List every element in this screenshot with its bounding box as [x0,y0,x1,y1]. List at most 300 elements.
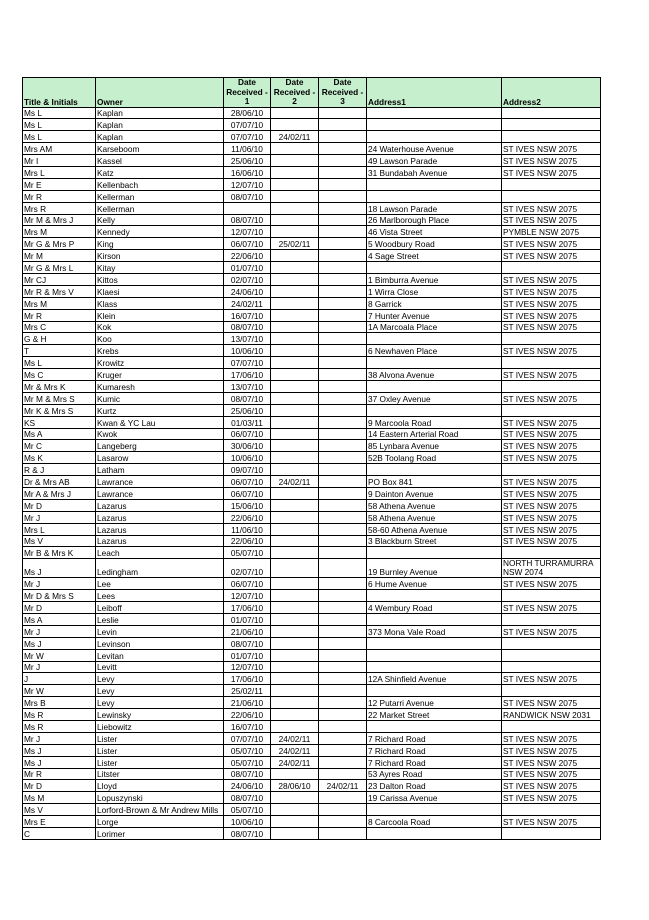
title-cell: Mr M & Mrs S [23,392,96,404]
date2-cell [271,416,319,428]
address2-cell [502,119,601,131]
address1-cell [367,190,502,202]
owner-cell: Lasarow [96,452,224,464]
title-cell: Mr W [23,649,96,661]
title-cell: Mr G & Mrs P [23,238,96,250]
title-cell: Mrs L [23,166,96,178]
date2-cell [271,590,319,602]
date2-cell: 24/02/11 [271,131,319,143]
date3-cell [319,345,367,357]
owner-cell: Lee [96,578,224,590]
table-row [23,202,601,214]
date3-cell [319,392,367,404]
title-cell: Ms M [23,792,96,804]
address1-cell: 37 Oxley Avenue [367,392,502,404]
owner-cell: Levinson [96,637,224,649]
owner-cell: Lees [96,590,224,602]
table-row [23,804,601,816]
table-row [23,380,601,392]
address1-cell: PO Box 841 [367,476,502,488]
date2-cell [271,768,319,780]
owner-cell: Kittos [96,273,224,285]
date2-cell [271,697,319,709]
address1-cell [367,357,502,369]
owner-cell: Langeberg [96,440,224,452]
address1-cell: 9 Marcoola Road [367,416,502,428]
table-row [23,476,601,488]
date1-cell: 22/06/10 [224,709,271,721]
address1-cell: 19 Burnley Avenue [367,559,502,578]
date2-cell: 25/02/11 [271,238,319,250]
date3-cell [319,709,367,721]
owner-cell: Lawrance [96,476,224,488]
title-cell: R & J [23,464,96,476]
title-cell: Ms K [23,452,96,464]
date3-cell [319,369,367,381]
address1-cell [367,804,502,816]
date3-cell: 24/02/11 [319,780,367,792]
table-row [23,697,601,709]
date1-cell: 07/07/10 [224,131,271,143]
date2-cell [271,637,319,649]
date2-cell [271,226,319,238]
table-row [23,511,601,523]
date3-cell [319,166,367,178]
date2-cell: 24/02/11 [271,744,319,756]
address2-cell [502,190,601,202]
table-row [23,273,601,285]
title-cell: Ms R [23,721,96,733]
title-cell: Mr D [23,499,96,511]
table-row [23,464,601,476]
table-row [23,649,601,661]
address2-cell: PYMBLE NSW 2075 [502,226,601,238]
address2-cell [502,131,601,143]
date1-cell: 08/07/10 [224,214,271,226]
address1-cell [367,380,502,392]
date2-cell [271,721,319,733]
owner-cell: Kumic [96,392,224,404]
date1-cell: 01/07/10 [224,262,271,274]
address2-cell: ST IVES NSW 2075 [502,697,601,709]
table-row [23,131,601,143]
address1-cell: 7 Hunter Avenue [367,309,502,321]
title-cell: Dr & Mrs AB [23,476,96,488]
date2-cell [271,214,319,226]
owner-cell: Lewinsky [96,709,224,721]
date1-cell: 10/06/10 [224,816,271,828]
table-row [23,602,601,614]
date2-cell [271,369,319,381]
date2-cell [271,273,319,285]
owner-cell: Lister [96,732,224,744]
title-cell: Ms J [23,559,96,578]
address1-cell: 8 Carcoola Road [367,816,502,828]
date1-cell: 05/07/10 [224,744,271,756]
date2-cell [271,250,319,262]
header-date-received-3: Date Received - 3 [319,78,367,108]
table-row [23,780,601,792]
address2-cell [502,178,601,190]
address2-cell: ST IVES NSW 2075 [502,321,601,333]
owner-cell: Krebs [96,345,224,357]
date1-cell: 08/07/10 [224,768,271,780]
address1-cell: 58 Athena Avenue [367,511,502,523]
date2-cell [271,816,319,828]
date3-cell [319,614,367,626]
date2-cell [271,559,319,578]
date1-cell: 08/07/10 [224,190,271,202]
date1-cell: 10/06/10 [224,345,271,357]
date1-cell: 24/06/10 [224,780,271,792]
owner-cell: Lopuszynski [96,792,224,804]
address1-cell: 31 Bundabah Avenue [367,166,502,178]
address2-cell: RANDWICK NSW 2031 [502,709,601,721]
date2-cell [271,166,319,178]
owner-cell: Levitan [96,649,224,661]
date1-cell: 08/07/10 [224,637,271,649]
date3-cell [319,238,367,250]
date1-cell: 05/07/10 [224,547,271,559]
date2-cell [271,625,319,637]
date3-cell [319,155,367,167]
date2-cell [271,440,319,452]
header-address2: Address2 [502,78,601,108]
owner-cell: Lazarus [96,511,224,523]
owner-cell: Latham [96,464,224,476]
date2-cell [271,202,319,214]
address1-cell: 18 Lawson Parade [367,202,502,214]
header-title-initials: Title & Initials [23,78,96,108]
address2-cell: ST IVES NSW 2075 [502,273,601,285]
table-row [23,535,601,547]
address1-cell: 58-60 Athena Avenue [367,523,502,535]
date2-cell [271,661,319,673]
title-cell: Mr D & Mrs S [23,590,96,602]
table-row [23,499,601,511]
address1-cell: 24 Waterhouse Avenue [367,143,502,155]
title-cell: Ms L [23,131,96,143]
date2-cell [271,452,319,464]
owner-cell: Kellerman [96,190,224,202]
date1-cell: 08/07/10 [224,828,271,840]
owner-cell: Kirson [96,250,224,262]
title-cell: C [23,828,96,840]
address1-cell [367,721,502,733]
date3-cell [319,452,367,464]
date2-cell [271,535,319,547]
date2-cell [271,392,319,404]
owner-cell: Litster [96,768,224,780]
date1-cell: 16/07/10 [224,721,271,733]
table-row [23,285,601,297]
table-row [23,547,601,559]
date3-cell [319,178,367,190]
date1-cell: 02/07/10 [224,559,271,578]
address1-cell [367,262,502,274]
date1-cell: 12/07/10 [224,178,271,190]
table-row [23,428,601,440]
header-date-received-1: Date Received - 1 [224,78,271,108]
owner-cell: Lister [96,756,224,768]
title-cell: Ms A [23,428,96,440]
date2-cell [271,155,319,167]
address1-cell: 46 Vista Street [367,226,502,238]
date3-cell [319,816,367,828]
table-row [23,590,601,602]
address1-cell [367,614,502,626]
address1-cell: 4 Sage Street [367,250,502,262]
date1-cell: 24/06/10 [224,285,271,297]
address2-cell: ST IVES NSW 2075 [502,452,601,464]
title-cell: Ms C [23,369,96,381]
title-cell: Ms R [23,709,96,721]
title-cell: Mr R & Mrs V [23,285,96,297]
title-cell: Ms A [23,614,96,626]
address1-cell [367,107,502,119]
address1-cell: 58 Athena Avenue [367,499,502,511]
date2-cell [271,380,319,392]
address2-cell [502,262,601,274]
address2-cell: ST IVES NSW 2075 [502,523,601,535]
title-cell: Mr R [23,190,96,202]
address2-cell: ST IVES NSW 2075 [502,488,601,500]
address2-cell: ST IVES NSW 2075 [502,756,601,768]
address2-cell [502,721,601,733]
date1-cell: 11/06/10 [224,523,271,535]
address2-cell: ST IVES NSW 2075 [502,511,601,523]
table-row [23,226,601,238]
date2-cell [271,428,319,440]
table-row [23,637,601,649]
title-cell: Mr J [23,578,96,590]
table-row [23,143,601,155]
date3-cell [319,404,367,416]
address1-cell: 1A Marcoala Place [367,321,502,333]
date1-cell: 06/07/10 [224,488,271,500]
address2-cell [502,614,601,626]
address1-cell [367,649,502,661]
owner-cell: Lorford-Brown & Mr Andrew Mills [96,804,224,816]
date1-cell: 07/07/10 [224,119,271,131]
table-row [23,238,601,250]
address2-cell [502,380,601,392]
date2-cell [271,262,319,274]
address1-cell: 1 Wirra Close [367,285,502,297]
title-cell: Ms J [23,744,96,756]
address1-cell: 3 Blackburn Street [367,535,502,547]
table-row [23,756,601,768]
date2-cell [271,523,319,535]
table-row [23,392,601,404]
owner-cell: Karseboom [96,143,224,155]
date3-cell [319,578,367,590]
title-cell: Mrs M [23,297,96,309]
address1-cell [367,547,502,559]
date1-cell: 25/02/11 [224,685,271,697]
date1-cell: 22/06/10 [224,250,271,262]
date3-cell [319,285,367,297]
date3-cell [319,380,367,392]
date1-cell: 12/07/10 [224,661,271,673]
date3-cell [319,321,367,333]
date1-cell: 28/06/10 [224,107,271,119]
title-cell: Mr J [23,661,96,673]
date3-cell [319,119,367,131]
title-cell: Ms L [23,357,96,369]
title-cell: Mr R [23,768,96,780]
address2-cell: ST IVES NSW 2075 [502,499,601,511]
date1-cell: 02/07/10 [224,273,271,285]
date1-cell: 08/07/10 [224,792,271,804]
date1-cell: 17/06/10 [224,369,271,381]
address2-cell [502,357,601,369]
date3-cell [319,202,367,214]
date1-cell: 16/06/10 [224,166,271,178]
table-row [23,321,601,333]
date1-cell: 06/07/10 [224,476,271,488]
address2-cell: ST IVES NSW 2075 [502,250,601,262]
address2-cell: ST IVES NSW 2075 [502,285,601,297]
table-row [23,369,601,381]
address1-cell: 8 Garrick [367,297,502,309]
address1-cell: 85 Lynbara Avenue [367,440,502,452]
title-cell: J [23,673,96,685]
owner-cell: Kitay [96,262,224,274]
table-row [23,685,601,697]
date3-cell [319,143,367,155]
table-row [23,262,601,274]
date1-cell: 08/07/10 [224,392,271,404]
owner-cell: Klein [96,309,224,321]
owner-cell: Kaplan [96,131,224,143]
address1-cell: 49 Lawson Parade [367,155,502,167]
date2-cell [271,547,319,559]
date3-cell [319,744,367,756]
address1-cell [367,590,502,602]
header-date-received-2: Date Received - 2 [271,78,319,108]
owner-cell: Kellenbach [96,178,224,190]
date2-cell [271,685,319,697]
address1-cell [367,685,502,697]
date3-cell [319,590,367,602]
address2-cell: ST IVES NSW 2075 [502,476,601,488]
date3-cell [319,107,367,119]
table-row [23,250,601,262]
date1-cell: 25/06/10 [224,404,271,416]
owner-cell: Klaesi [96,285,224,297]
date2-cell [271,709,319,721]
date3-cell [319,792,367,804]
date2-cell [271,285,319,297]
table-row [23,309,601,321]
date2-cell: 28/06/10 [271,780,319,792]
address1-cell: 38 Alvona Avenue [367,369,502,381]
date2-cell: 24/02/11 [271,756,319,768]
address2-cell: NORTH TURRAMURRA NSW 2074 [502,559,601,578]
address1-cell [367,464,502,476]
date1-cell [224,202,271,214]
table-row [23,166,601,178]
date2-cell [271,792,319,804]
date1-cell: 01/07/10 [224,614,271,626]
date2-cell [271,673,319,685]
owner-cell: Lazarus [96,523,224,535]
address2-cell [502,649,601,661]
table-row [23,816,601,828]
address2-cell [502,685,601,697]
table-row [23,333,601,345]
address1-cell [367,131,502,143]
table-row [23,625,601,637]
address2-cell: ST IVES NSW 2075 [502,369,601,381]
owner-cell: Kellerman [96,202,224,214]
owner-cell: Lloyd [96,780,224,792]
date3-cell [319,464,367,476]
date1-cell: 11/06/10 [224,143,271,155]
table-row [23,297,601,309]
table-row [23,107,601,119]
address2-cell: ST IVES NSW 2075 [502,297,601,309]
table-row [23,416,601,428]
address1-cell [367,637,502,649]
date3-cell [319,226,367,238]
owner-cell: Krowitz [96,357,224,369]
address2-cell [502,828,601,840]
address2-cell: ST IVES NSW 2075 [502,155,601,167]
title-cell: Mr B & Mrs K [23,547,96,559]
title-cell: Mrs R [23,202,96,214]
owner-cell: Levin [96,625,224,637]
owner-cell: Kumaresh [96,380,224,392]
address1-cell: 22 Market Street [367,709,502,721]
date1-cell: 24/02/11 [224,297,271,309]
address2-cell: ST IVES NSW 2075 [502,416,601,428]
date2-cell [271,488,319,500]
address2-cell: ST IVES NSW 2075 [502,625,601,637]
header-address1: Address1 [367,78,502,108]
date3-cell [319,625,367,637]
owner-cell: Levy [96,673,224,685]
owner-cell: King [96,238,224,250]
address2-cell: ST IVES NSW 2075 [502,202,601,214]
address1-cell: 7 Richard Road [367,744,502,756]
date2-cell [271,143,319,155]
title-cell: Ms J [23,637,96,649]
address2-cell [502,637,601,649]
address2-cell: ST IVES NSW 2075 [502,732,601,744]
address2-cell: ST IVES NSW 2075 [502,673,601,685]
address2-cell: ST IVES NSW 2075 [502,780,601,792]
owner-cell: Liebowitz [96,721,224,733]
address2-cell [502,464,601,476]
address1-cell [367,661,502,673]
owner-cell: Lawrance [96,488,224,500]
address1-cell [367,404,502,416]
date3-cell [319,297,367,309]
date1-cell: 22/06/10 [224,535,271,547]
owner-cell: Kaplan [96,107,224,119]
title-cell: KS [23,416,96,428]
date1-cell: 16/07/10 [224,309,271,321]
owner-cell: Levitt [96,661,224,673]
owner-cell: Levy [96,685,224,697]
date2-cell [271,119,319,131]
date3-cell [319,649,367,661]
table-row [23,404,601,416]
table-row [23,732,601,744]
address2-cell [502,547,601,559]
